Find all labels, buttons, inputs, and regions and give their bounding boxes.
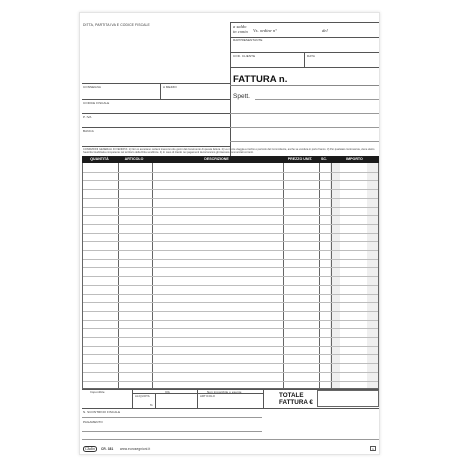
consegna-top-rule — [82, 83, 230, 84]
table-row — [83, 285, 378, 286]
col-header-sconto: SC. — [321, 157, 327, 161]
table-row — [83, 302, 378, 303]
table-row — [83, 241, 378, 242]
table-row — [83, 372, 378, 373]
table-row — [83, 233, 378, 234]
table-row — [83, 259, 378, 260]
totals-subheader-rule — [132, 393, 263, 394]
table-row — [83, 363, 378, 364]
col-header-prezzo: PREZZO UNIT. — [287, 157, 313, 161]
col-header-importo: IMPORTO — [346, 157, 363, 161]
table-row — [83, 328, 378, 329]
table-row — [83, 294, 378, 295]
col-header-articolo: ARTICOLO — [124, 157, 144, 161]
address-rule-2 — [255, 99, 379, 100]
invoice-sheet — [79, 12, 380, 455]
address-rule-1 — [230, 85, 379, 86]
invoice-title: FATTURA n. — [233, 74, 288, 85]
articolo-footer-label: ARTICOLO — [200, 394, 216, 398]
scontrino-rule — [82, 417, 262, 418]
non-imponibile-label: Non imponibile o esente — [207, 390, 242, 394]
page-number-box: 1 — [370, 446, 376, 451]
spett-label: Spett. — [233, 93, 250, 100]
cod-cliente-divider — [304, 52, 305, 67]
sales-conditions: CONDIZIONI GENERALI DI VENDITA: 1) Non si accettano reclami trascorsi otto giorni dal ricevimento di questa fattura. 2) La merce viaggia a rischio e pericolo del Committente, anche se venduta in porto franco. 3) Per qualsiasi controversia, viene eletto l'autorità Giudiziaria competente nel territorio della Ditta venditrice. 4) In caso di ritardo nei pagamenti decorreranno gli interessi commerciali correnti. — [83, 147, 375, 154]
table-row — [83, 198, 378, 199]
iva-label: IVA — [165, 390, 170, 394]
col-header-quantita: QUANTITÀ — [90, 157, 109, 161]
table-row — [83, 207, 378, 208]
order-date-label: del — [322, 28, 328, 33]
address-rule-4 — [230, 127, 379, 128]
brand-logo: Cludin — [83, 446, 97, 452]
table-row — [83, 215, 378, 216]
piva-label: P. IVA — [83, 115, 92, 119]
company-info-label: DITTA, PARTITA IVA E CODICE FISCALE — [83, 23, 150, 27]
percent-sign: % — [150, 403, 153, 407]
header-center-divider — [230, 22, 231, 157]
col-header-descrizione: DESCRIZIONE — [204, 157, 229, 161]
table-row — [83, 320, 378, 321]
header-top-rule — [230, 22, 379, 23]
table-row — [83, 189, 378, 190]
table-row — [83, 267, 378, 268]
table-row — [83, 354, 378, 355]
aliquota-label: ALIQUOTA — [135, 394, 150, 398]
codice-fiscale-rule — [82, 113, 230, 114]
form-code: CR. 381 — [101, 447, 114, 451]
data-label: DATA — [307, 54, 315, 58]
order-number-label: Vs. ordine n° — [253, 28, 277, 33]
scontrino-label: N. SCONTRINO FISCALE — [83, 410, 121, 414]
totale-label: TOTALE — [279, 392, 304, 399]
totale-fattura-label: FATTURA € — [279, 399, 313, 406]
pagamento-rule-2 — [82, 439, 379, 440]
in-conto-label: in conto — [233, 29, 248, 34]
table-row — [83, 381, 378, 382]
table-row — [83, 224, 378, 225]
consegna-bottom-rule — [82, 99, 230, 100]
rappresentante-label: RAPPRESENTANTE — [233, 38, 263, 42]
address-rule-3 — [230, 113, 379, 114]
cod-cliente-label: COD. CLIENTE — [233, 54, 256, 58]
items-table-header — [82, 156, 379, 163]
mezzo-divider — [160, 83, 161, 99]
totals-divider-4 — [263, 389, 264, 408]
totale-amount-box — [317, 390, 379, 407]
imponibile-label: Imponibile — [90, 390, 105, 394]
table-row — [83, 346, 378, 347]
pagamento-label: PAGAMENTO — [83, 420, 103, 424]
mezzo-label: A MEZZO — [163, 85, 177, 89]
table-row — [83, 337, 378, 338]
consegna-label: CONSEGNA — [83, 85, 101, 89]
piva-rule — [82, 127, 230, 128]
cod-cliente-rule — [230, 67, 379, 68]
table-row — [83, 172, 378, 173]
table-row — [83, 311, 378, 312]
codice-fiscale-label: CODICE FISCALE — [83, 101, 110, 105]
totals-divider-3 — [197, 389, 198, 408]
saldo-label: a saldo — [233, 24, 247, 29]
items-table-body — [82, 163, 379, 389]
table-row — [83, 250, 378, 251]
totals-divider-2 — [155, 393, 156, 408]
banca-label: BANCA — [83, 129, 94, 133]
pagamento-rule-1 — [82, 431, 262, 432]
totals-divider-1 — [132, 389, 133, 408]
table-row — [83, 276, 378, 277]
totals-bottom-rule — [82, 408, 379, 409]
brand-website: www.eurosegnioni.it — [120, 447, 151, 451]
address-rule-5 — [230, 141, 379, 142]
table-row — [83, 180, 378, 181]
